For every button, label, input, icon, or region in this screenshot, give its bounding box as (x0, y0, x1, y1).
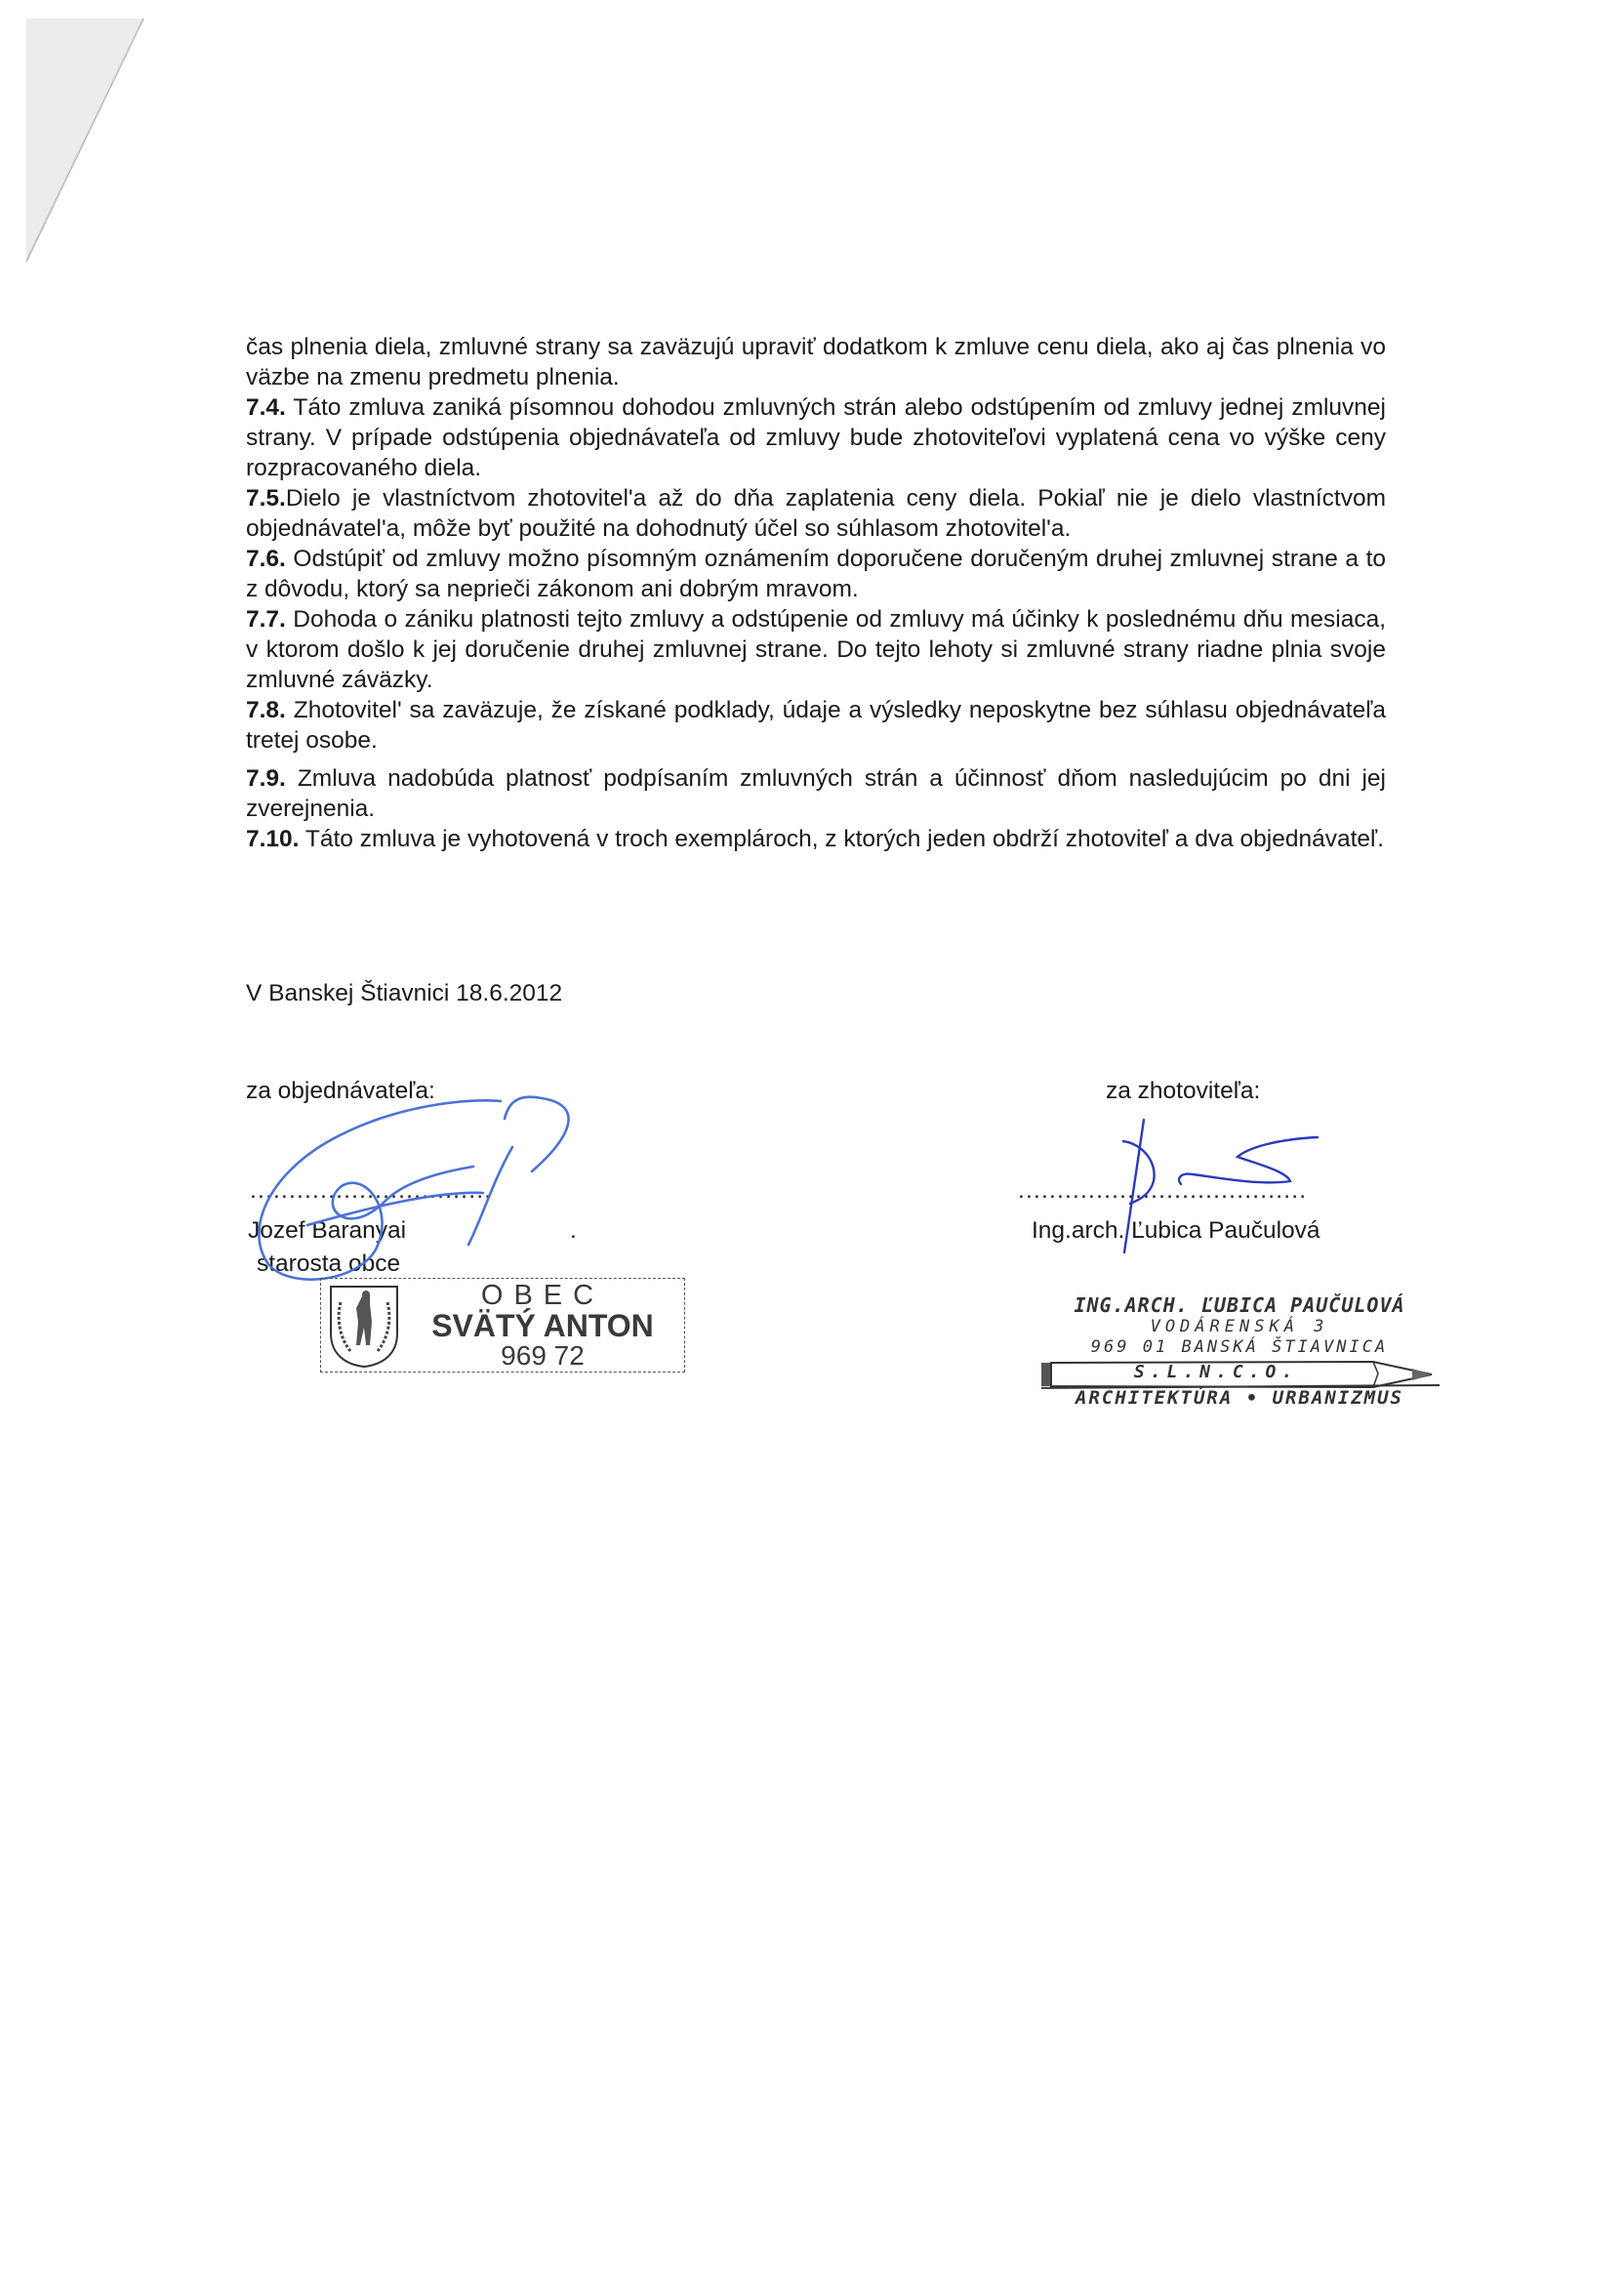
stray-dot: . (570, 1217, 577, 1244)
architect-stamp-street: VODÁRENSKÁ 3 (1150, 1317, 1329, 1336)
clause-7-4 (246, 392, 1386, 483)
clause-7-5 (246, 483, 1386, 544)
contract-body (246, 332, 1386, 854)
place-and-date: V Banskej Štiavnici 18.6.2012 (246, 980, 563, 1006)
contractor-label: za zhotoviteľa: (1106, 1078, 1261, 1104)
clause-text: Odstúpiť od zmluvy možno písomným oznámením doporučene doručeným druhej zmluvnej strane a to z dôvodu, ktorý sa neprieči zákonom ani dobrým mravom. (246, 546, 1386, 602)
client-name: Jozef Baranyai (248, 1217, 407, 1244)
clause-text: Zhotovitel' sa zaväzuje, že získané podklady, údaje a výsledky neposkytne bez súhlasu objednávateľa tretej osobe. (246, 697, 1386, 754)
clause-text: Táto zmluva zaniká písomnou dohodou zmluvných strán alebo odstúpením od zmluvy jednej zmluvnej strany. V prípade odstúpenia objednávateľa od zmluvy bude zhotoviteľovi vyplatená cena vo výške ceny rozpracovaného diela. (246, 394, 1386, 481)
architect-stamp-name: ING.ARCH. ĽUBICA PAUČULOVÁ (1074, 1293, 1405, 1317)
client-title: starosta obce (257, 1250, 401, 1277)
stamp-line-name: SVÄTÝ ANTON (431, 1308, 654, 1343)
clause-text: Táto zmluva je vyhotovená v troch exemplároch, z ktorých jeden obdrží zhotoviteľ a dva objednávateľ. (299, 826, 1384, 852)
stamp-line-obec: OBEC (480, 1280, 605, 1311)
paragraph-text: čas plnenia diela, zmluvné strany sa zaväzujú upraviť dodatkom k zmluve cenu diela, ako aj čas plnenia vo väzbe na zmenu predmetu plnenia. (246, 334, 1386, 390)
clause-7-8 (246, 695, 1386, 756)
coat-of-arms-icon (327, 1283, 401, 1369)
clause-7-7 (246, 604, 1386, 695)
clause-text: Zmluva nadobúda platnosť podpísaním zmluvných strán a účinnosť dňom nasledujúcim po dni jej zverejnenia. (246, 765, 1386, 822)
clause-text: Dohoda o zániku platnosti tejto zmluvy a odstúpenie od zmluvy má účinky k poslednému dňu mesiaca, v ktorom došlo k jej doručenie druhej zmluvnej strane. Do tejto lehoty si zmluvné strany riadne plnia svoje zmluvné záväzky. (246, 606, 1386, 693)
clause-number: 7.10. (246, 826, 300, 852)
clause-number: 7.6. (246, 546, 286, 572)
contractor-signature-line: ..................................... (1018, 1177, 1308, 1204)
clause-7-6 (246, 544, 1386, 604)
architect-stamp-city: 969 01 BANSKÁ ŠTIAVNICA (1090, 1337, 1389, 1357)
clause-number: 7.8. (246, 697, 286, 723)
clause-number: 7.9. (246, 765, 286, 792)
architect-stamp-initials: S.L.N.C.O. (1133, 1362, 1299, 1382)
architect-stamp (1030, 1293, 1449, 1411)
clause-number: 7.7. (246, 606, 286, 633)
clause-number: 7.5. (246, 485, 286, 512)
municipality-stamp (320, 1278, 685, 1373)
clause-7-9 (246, 763, 1386, 824)
paragraph-continuation (246, 332, 1386, 392)
clause-7-10 (246, 824, 1386, 854)
client-label: za objednávateľa: (246, 1078, 435, 1104)
client-signature-line: ............................... (250, 1177, 493, 1204)
clause-number: 7.4. (246, 394, 286, 421)
clause-text: Dielo je vlastníctvom zhotovitel'a až do dňa zaplatenia ceny diela. Pokiaľ nie je dielo vlastníctvom objednávatel'a, môže byť použité na dohodnutý účel so súhlasom zhotovitel'a. (246, 485, 1386, 542)
pencil-emblem (1041, 1360, 1440, 1387)
stamp-line-postcode: 969 72 (501, 1340, 585, 1371)
contractor-name: Ing.arch. Ľubica Paučulová (1032, 1217, 1320, 1244)
folded-page-corner (0, 0, 156, 283)
architect-stamp-tagline: ARCHITEKTÚRA • URBANIZMUS (1076, 1387, 1403, 1409)
